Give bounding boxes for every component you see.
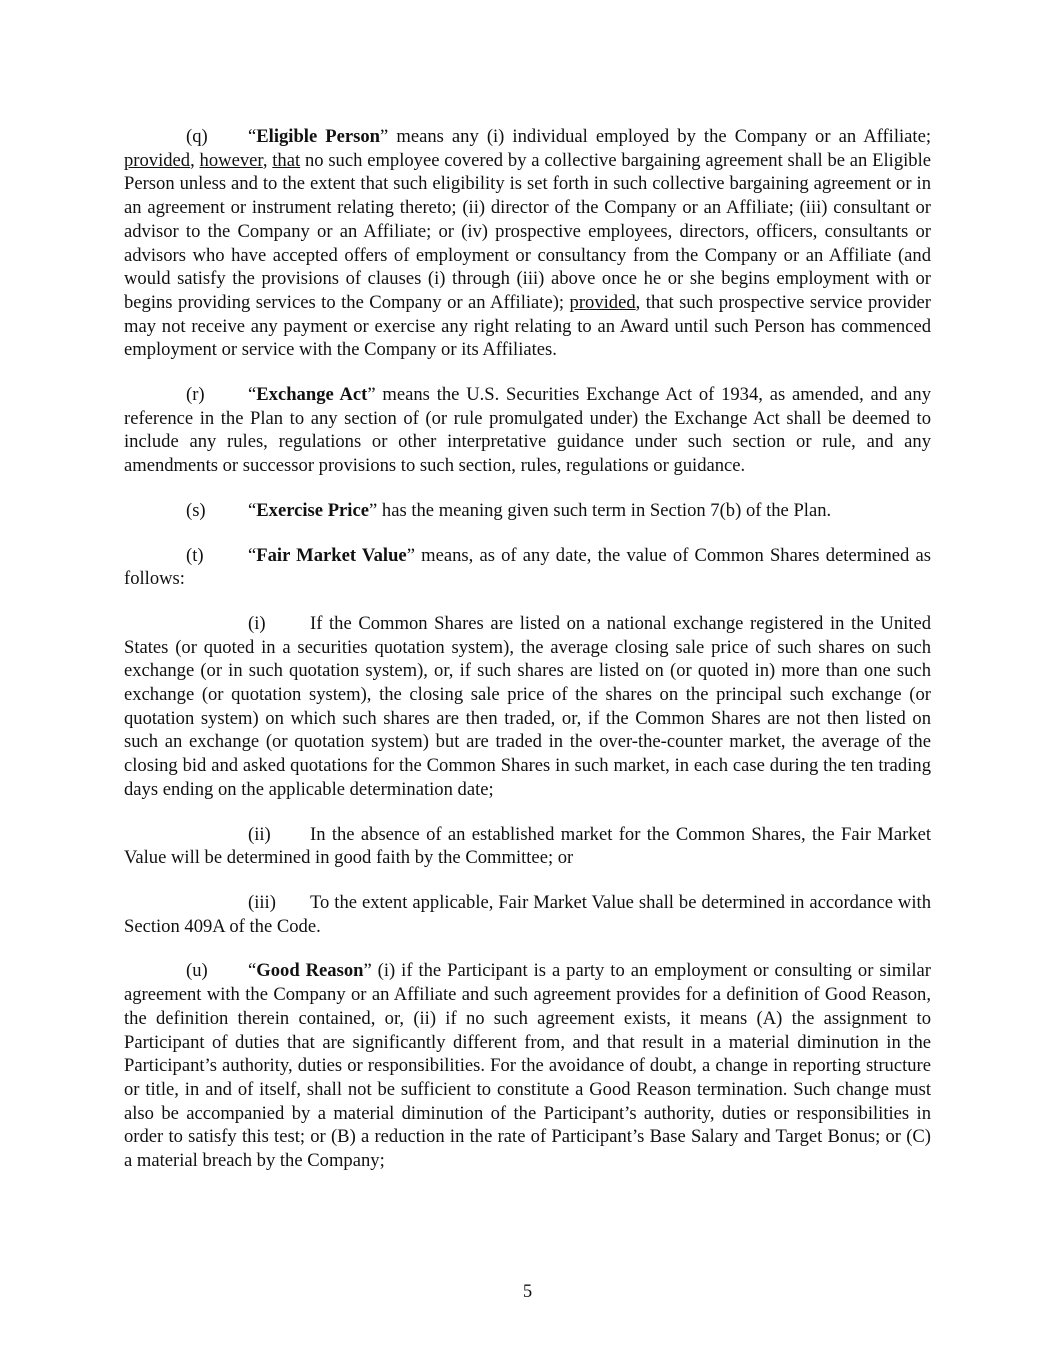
subclause-i: (i) If the Common Shares are listed on a national exchange registered in the United States (or quoted in a securities quotation system), the average closing sale price of such shares on such exchange (or in such quotation system), or, if such shares are listed on (or quoted in) more than one such exchange (or quotation system), the closing sale price of the shares on the principal such exchange (or quotation system) on which such shares are then traded, or, if the Common Shares are not then listed on such an exchange (or quotation system) but are traded in the over-the-counter market, the average of the closing bid and asked quotations for the Common Shares in such market, in each case during the ten trading days ending on the applicable determination date; — [124, 612, 931, 800]
clause-label: (s) — [186, 499, 206, 521]
subclause-label: (ii) — [248, 823, 271, 845]
page-number: 5 — [522, 1281, 533, 1302]
clause-label: (t) — [186, 544, 204, 566]
defined-term: Exercise Price — [256, 499, 369, 521]
subclause-label: (i) — [248, 612, 266, 634]
definition-exercise-price: (s) “Exercise Price” has the meaning given such term in Section 7(b) of the Plan. — [186, 499, 832, 521]
definition-exchange-act: (r) “Exchange Act” means the U.S. Securities Exchange Act of 1934, as amended, and any reference in the Plan to any section of (or rule promulgated under) the Exchange Act shall be deemed to include any rules, regulations or other interpretative guidance under such section or rule, and any amendments or successor provisions to such section, rules, regulations or guidance. — [124, 384, 931, 477]
defined-term: Good Reason — [256, 960, 364, 982]
document-body — [124, 125, 931, 1194]
subclause-iii: (iii) To the extent applicable, Fair Market Value shall be determined in accordance with Section 409A of the Code. — [124, 891, 931, 937]
definition-fair-market-value: (t) “Fair Market Value” means, as of any date, the value of Common Shares determined as follows: — [124, 544, 931, 590]
proviso-term: provided — [569, 291, 636, 313]
clause-label: (q) — [186, 126, 208, 147]
definition-good-reason: (u) “Good Reason” (i) if the Participant is a party to an employment or consulting or similar agreement with the Company or an Affiliate and such agreement provides for a definition of Good Reason, the definition therein contained, or, (ii) if no such agreement exists, it means (A) the assignment to Participant of duties that are significantly different from, and that result in a material diminution in the Participant’s authority, duties or responsibilities. For the avoidance of doubt, a change in reporting structure or title, in and of itself, shall not be sufficient to constitute a Good Reason termination. Such change must also be accompanied by a material diminution of the Participant’s authority, duties or responsibilities in order to satisfy this test; or (B) a reduction in the rate of Participant’s Base Salary and Target Bonus; or (C) a material breach by the Company; — [124, 960, 931, 1172]
defined-term: Eligible Person — [256, 126, 381, 147]
subclause-label: (iii) — [248, 891, 276, 913]
subclause-ii: (ii) In the absence of an established market for the Common Shares, the Fair Market Value will be determined in good faith by the Committee; or — [124, 823, 931, 869]
proviso-term: however — [199, 149, 263, 171]
proviso-term: that — [272, 149, 301, 171]
clause-label: (u) — [186, 960, 208, 982]
defined-term: Exchange Act — [256, 384, 368, 406]
definition-eligible-person: (q) “Eligible Person” means any (i) individual employed by the Company or an Affiliate; provided, however, that no such employee covered by a collective bargaining agreement shall be an Eligible Person unless and to the extent that such eligibility is set forth in such collective bargaining agreement or in an agreement or instrument relating thereto; (ii) director of the Company or an Affiliate; (iii) consultant or advisor to the Company or an Affiliate; or (iv) prospective employees, directors, officers, consultants or advisors who have accepted offers of employment or consultancy from the Company or an Affiliate (and would satisfy the provisions of clauses (i) through (iii) above once he or she begins employment with or begins providing services to the Company or an Affiliate); provided, that such prospective service provider may not receive any payment or exercise any right relating to an Award until such Person has commenced employment or service with the Company or its Affiliates. — [124, 126, 932, 361]
proviso-term: provided — [124, 149, 191, 171]
defined-term: Fair Market Value — [256, 544, 407, 566]
clause-label: (r) — [186, 384, 205, 406]
